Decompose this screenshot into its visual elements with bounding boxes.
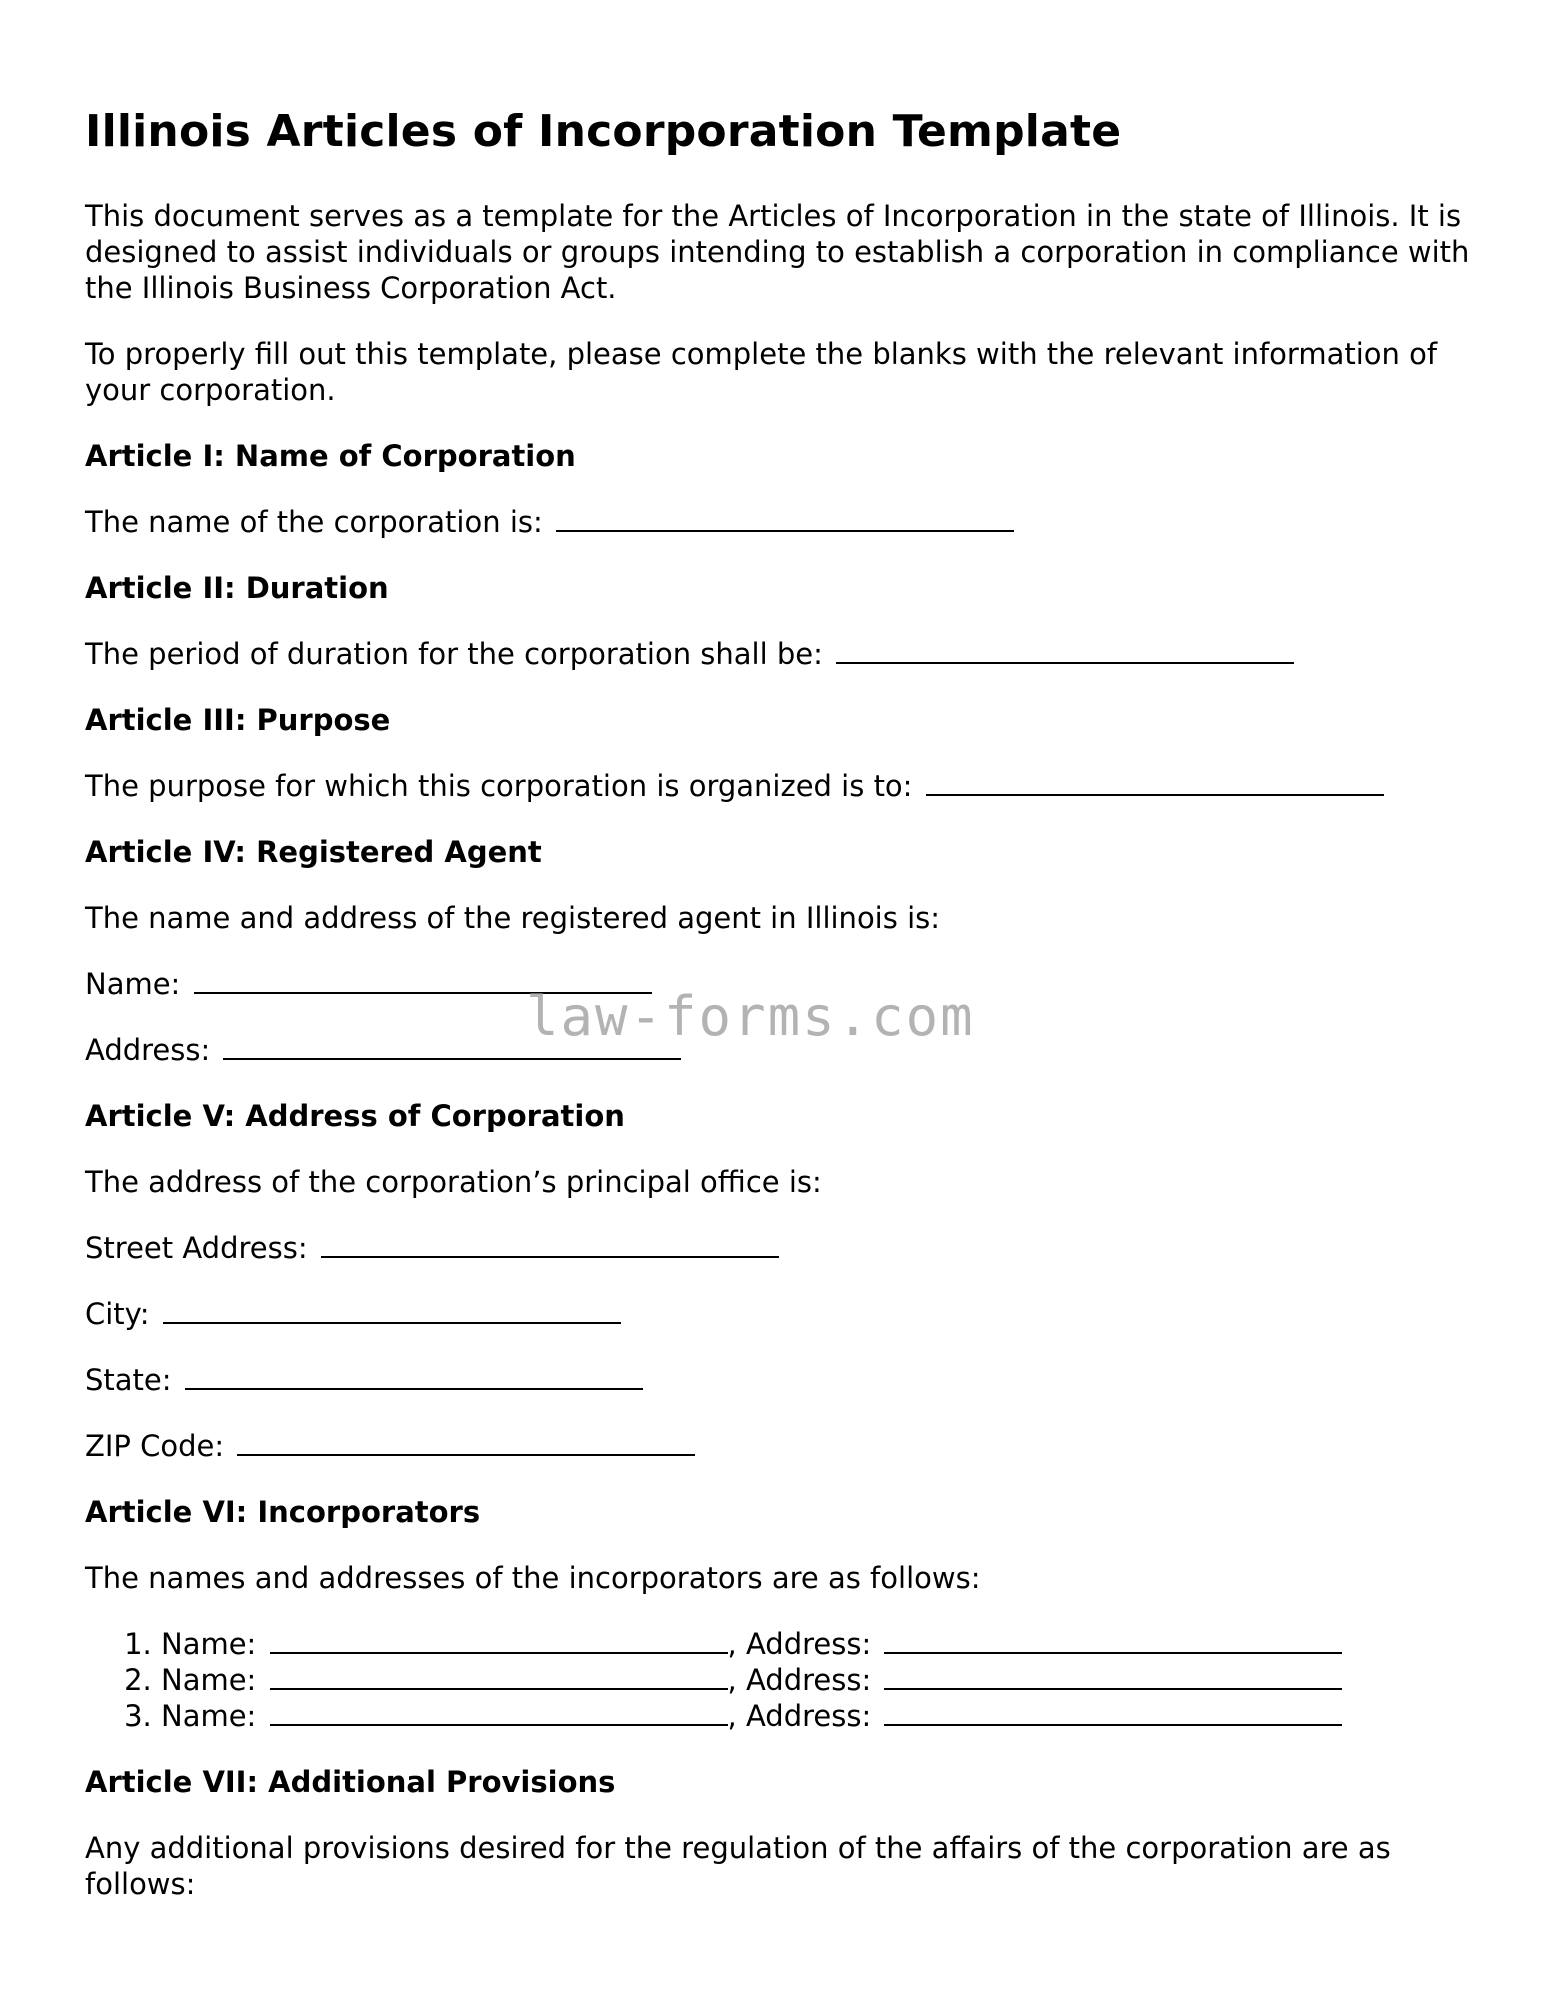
- article-7-heading: Article VII: Additional Provisions: [85, 1765, 616, 1799]
- article-1-heading: Article I: Name of Corporation: [85, 439, 576, 473]
- street-blank[interactable]: [321, 1230, 779, 1258]
- incorporator-item: [161, 1626, 1485, 1662]
- zip-blank[interactable]: [237, 1428, 695, 1456]
- incorporator-2-address-blank[interactable]: [884, 1662, 1342, 1690]
- zip-field: [85, 1428, 1485, 1464]
- city-field: [85, 1296, 1485, 1332]
- incorporator-address-label: , Address:: [727, 1699, 872, 1733]
- incorporator-item: [161, 1698, 1485, 1734]
- watermark: law-forms.com: [526, 985, 975, 1048]
- article-3-heading: Article III: Purpose: [85, 703, 391, 737]
- additional-provisions-text: Any additional provisions desired for the regulation of the affairs of the corporation are as follows:: [85, 1831, 1391, 1901]
- article-2-field: [85, 636, 1485, 672]
- state-field: [85, 1362, 1485, 1398]
- incorporator-name-label: Name:: [161, 1627, 257, 1661]
- principal-office-text: The address of the corporation’s principal office is:: [85, 1165, 822, 1199]
- incorporators-list: [85, 1626, 1485, 1734]
- incorporator-1-address-blank[interactable]: [884, 1626, 1342, 1654]
- incorporator-name-label: Name:: [161, 1699, 257, 1733]
- incorporator-3-name-blank[interactable]: [270, 1698, 728, 1726]
- agent-name-label: Name:: [85, 967, 181, 1001]
- street-field: [85, 1230, 1485, 1266]
- document-title: Illinois Articles of Incorporation Template: [85, 106, 1122, 157]
- corporation-name-blank[interactable]: [556, 504, 1014, 532]
- article-4-heading: Article IV: Registered Agent: [85, 835, 542, 869]
- registered-agent-text: The name and address of the registered agent in Illinois is:: [85, 901, 941, 935]
- article-3-field: [85, 768, 1485, 804]
- street-label: Street Address:: [85, 1231, 308, 1265]
- purpose-blank[interactable]: [926, 768, 1384, 796]
- duration-blank[interactable]: [836, 636, 1294, 664]
- state-blank[interactable]: [185, 1362, 643, 1390]
- incorporator-3-address-blank[interactable]: [884, 1698, 1342, 1726]
- incorporators-text: The names and addresses of the incorporators are as follows:: [85, 1561, 981, 1595]
- article-6-heading: Article VI: Incorporators: [85, 1495, 481, 1529]
- city-label: City:: [85, 1297, 150, 1331]
- purpose-label: The purpose for which this corporation is organized is to:: [85, 769, 913, 803]
- intro-paragraph-1: This document serves as a template for the Articles of Incorporation in the state of Illinois. It is designed to assist individuals or groups intending to establish a corporation in compliance with the Illinois Business Corporation Act.: [85, 199, 1470, 305]
- incorporator-item: [161, 1662, 1485, 1698]
- zip-label: ZIP Code:: [85, 1429, 225, 1463]
- incorporator-name-label: Name:: [161, 1663, 257, 1697]
- incorporator-1-name-blank[interactable]: [270, 1626, 728, 1654]
- incorporator-address-label: , Address:: [727, 1627, 872, 1661]
- corporation-name-label: The name of the corporation is:: [85, 505, 543, 539]
- incorporator-2-name-blank[interactable]: [270, 1662, 728, 1690]
- intro-paragraph-2: To properly fill out this template, please complete the blanks with the relevant information of your corporation.: [85, 337, 1438, 407]
- city-blank[interactable]: [163, 1296, 621, 1324]
- incorporator-address-label: , Address:: [727, 1663, 872, 1697]
- article-2-heading: Article II: Duration: [85, 571, 389, 605]
- article-1-field: [85, 504, 1485, 540]
- article-5-heading: Article V: Address of Corporation: [85, 1099, 625, 1133]
- duration-label: The period of duration for the corporation shall be:: [85, 637, 823, 671]
- state-label: State:: [85, 1363, 172, 1397]
- agent-address-label: Address:: [85, 1033, 211, 1067]
